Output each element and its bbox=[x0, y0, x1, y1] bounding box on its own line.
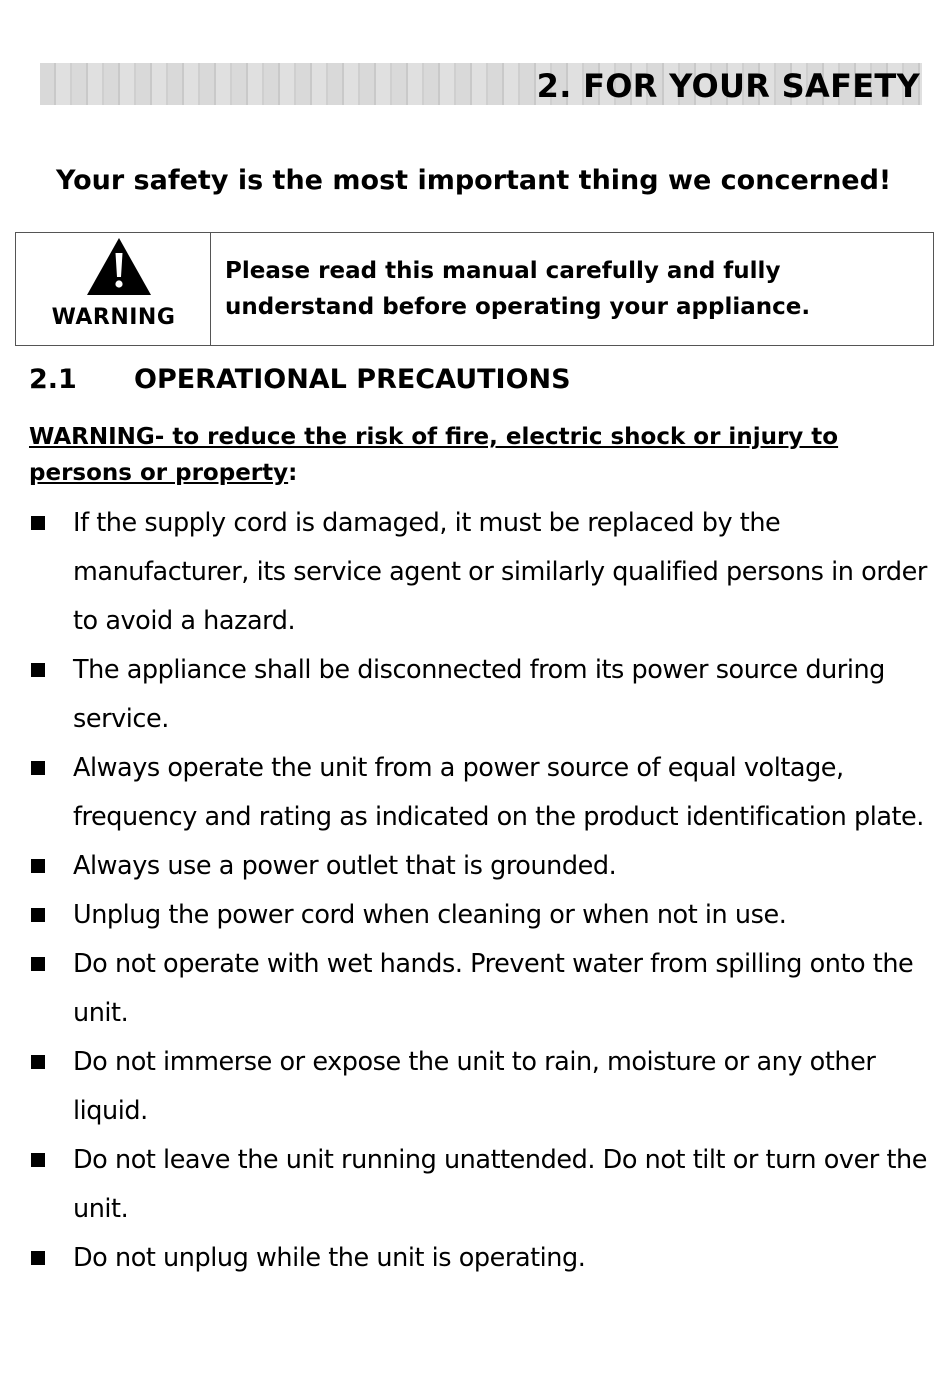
list-item bbox=[29, 499, 929, 646]
list-item bbox=[29, 646, 929, 744]
safety-tagline: Your safety is the most important thing we concerned! bbox=[56, 165, 892, 196]
warning-triangle-icon bbox=[86, 237, 152, 297]
square-bullet-icon bbox=[31, 908, 45, 922]
section-banner bbox=[40, 63, 922, 105]
warning-box bbox=[15, 232, 934, 346]
precaution-text: Do not operate with wet hands. Prevent water from spilling onto the unit. bbox=[73, 949, 914, 1028]
precaution-text: Do not unplug while the unit is operating. bbox=[73, 1243, 586, 1273]
warning-box-left-cell bbox=[16, 233, 211, 345]
warning-message-line-1: Please read this manual carefully and fully bbox=[225, 258, 781, 284]
precaution-text: Do not leave the unit running unattended. Do not tilt or turn over the unit. bbox=[73, 1145, 927, 1224]
warning-label: WARNING bbox=[51, 305, 176, 330]
square-bullet-icon bbox=[31, 1251, 45, 1265]
precaution-text: Always use a power outlet that is grounded. bbox=[73, 851, 617, 881]
list-item bbox=[29, 1234, 929, 1283]
list-item bbox=[29, 940, 929, 1038]
list-item bbox=[29, 1136, 929, 1234]
precaution-text: If the supply cord is damaged, it must be replaced by the manufacturer, its service agent or similarly qualified persons in order to avoid a hazard. bbox=[73, 508, 927, 636]
square-bullet-icon bbox=[31, 859, 45, 873]
square-bullet-icon bbox=[31, 663, 45, 677]
section-heading bbox=[29, 364, 571, 395]
precaution-text: Unplug the power cord when cleaning or when not in use. bbox=[73, 900, 787, 930]
risk-warning-colon: : bbox=[288, 460, 298, 486]
square-bullet-icon bbox=[31, 761, 45, 775]
risk-warning-text: WARNING- to reduce the risk of fire, electric shock or injury to persons or property bbox=[29, 424, 839, 486]
square-bullet-icon bbox=[31, 1153, 45, 1167]
precaution-text: Do not immerse or expose the unit to rain, moisture or any other liquid. bbox=[73, 1047, 876, 1126]
risk-warning-statement bbox=[29, 419, 919, 491]
list-item bbox=[29, 744, 929, 842]
section-number: 2.1 bbox=[29, 364, 77, 395]
precaution-text: The appliance shall be disconnected from its power source during service. bbox=[73, 655, 885, 734]
page-title: 2. FOR YOUR SAFETY bbox=[536, 67, 920, 105]
section-title: OPERATIONAL PRECAUTIONS bbox=[134, 364, 571, 395]
warning-message bbox=[225, 253, 915, 325]
list-item bbox=[29, 842, 929, 891]
square-bullet-icon bbox=[31, 516, 45, 530]
precaution-text: Always operate the unit from a power source of equal voltage, frequency and rating as indicated on the product identification plate. bbox=[73, 753, 924, 832]
list-item bbox=[29, 1038, 929, 1136]
square-bullet-icon bbox=[31, 957, 45, 971]
square-bullet-icon bbox=[31, 1055, 45, 1069]
precautions-list bbox=[29, 499, 929, 1283]
list-item bbox=[29, 891, 929, 940]
warning-message-line-2: understand before operating your appliance. bbox=[225, 294, 811, 320]
